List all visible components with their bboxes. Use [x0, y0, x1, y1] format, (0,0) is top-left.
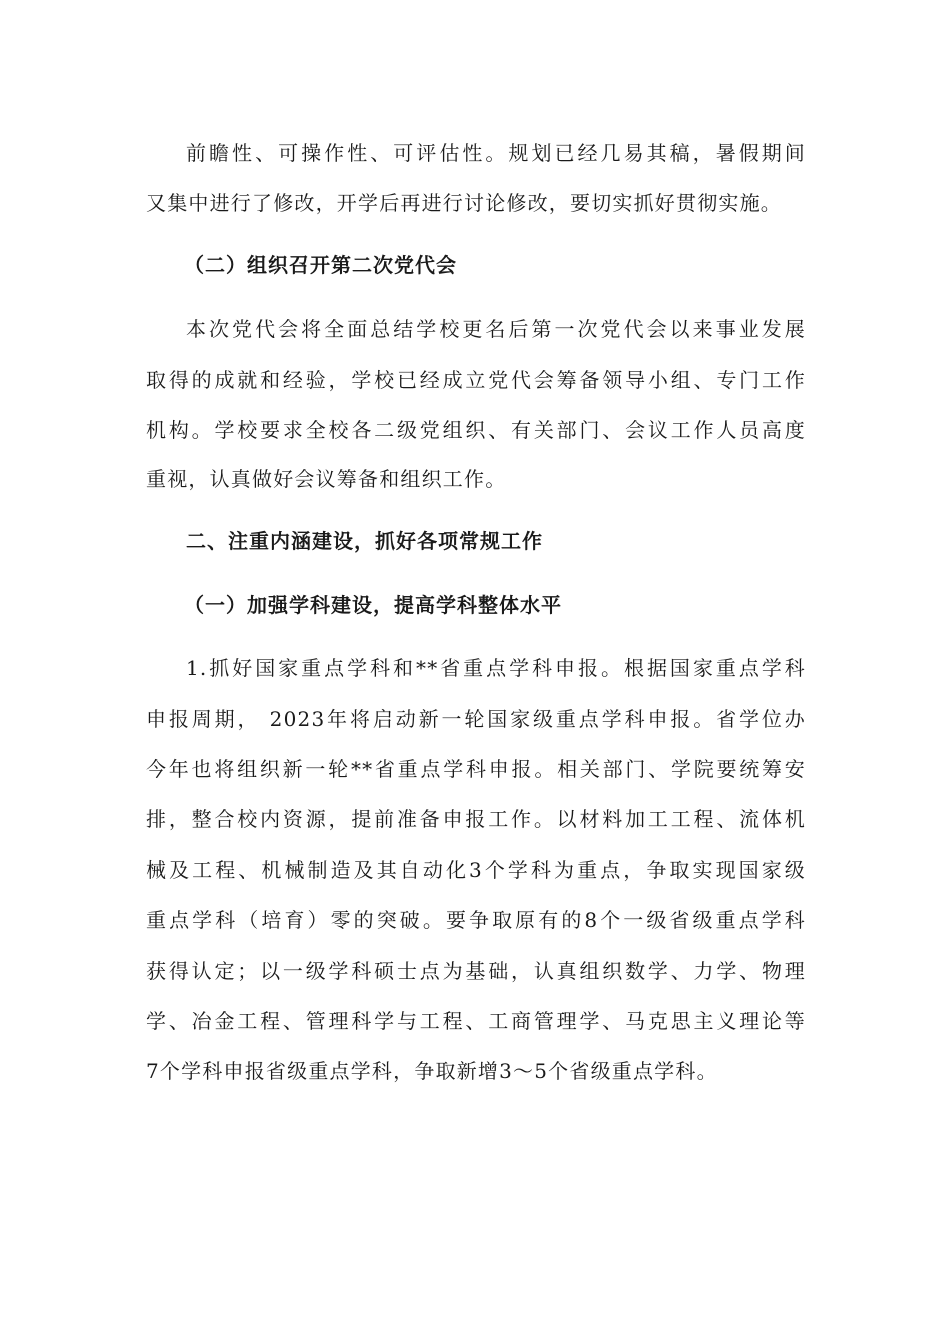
paragraph-line: 重视，认真做好会议筹备和组织工作。 — [146, 467, 507, 491]
paragraph-line: 1.抓好国家重点学科和**省重点学科申报。根据国家重点学科 — [186, 656, 806, 680]
paragraph-line: 获得认定；以一级学科硕士点为基础，认真组织数学、力学、物理 — [146, 959, 806, 983]
paragraph-line: 前瞻性、可操作性、可评估性。规划已经几易其稿，暑假期间 — [186, 141, 806, 165]
paragraph-line: 排，整合校内资源，提前准备申报工作。以材料加工工程、流体机 — [146, 807, 806, 831]
paragraph-line: 机构。学校要求全校各二级党组织、有关部门、会议工作人员高度 — [146, 418, 806, 442]
section-subheading: （一）加强学科建设，提高学科整体水平 — [184, 593, 562, 617]
paragraph-line: 械及工程、机械制造及其自动化3个学科为重点，争取实现国家级 — [146, 858, 806, 882]
section-subheading: （二）组织召开第二次党代会 — [184, 253, 457, 277]
paragraph-line: 学、冶金工程、管理科学与工程、工商管理学、马克思主义理论等 — [146, 1009, 806, 1033]
paragraph-line: 申报周期， 2023年将启动新一轮国家级重点学科申报。省学位办 — [146, 707, 806, 731]
paragraph-line: 今年也将组织新一轮**省重点学科申报。相关部门、学院要统筹安 — [146, 757, 806, 781]
section-heading: 二、注重内涵建设，抓好各项常规工作 — [186, 529, 543, 553]
paragraph-line: 取得的成就和经验，学校已经成立党代会筹备领导小组、专门工作 — [146, 368, 806, 392]
paragraph-line: 本次党代会将全面总结学校更名后第一次党代会以来事业发展 — [186, 317, 806, 341]
paragraph-line: 又集中进行了修改，开学后再进行讨论修改，要切实抓好贯彻实施。 — [146, 191, 782, 215]
paragraph-line: 7个学科申报省级重点学科，争取新增3～5个省级重点学科。 — [146, 1059, 718, 1083]
paragraph-line: 重点学科（培育）零的突破。要争取原有的8个一级省级重点学科 — [146, 908, 806, 932]
